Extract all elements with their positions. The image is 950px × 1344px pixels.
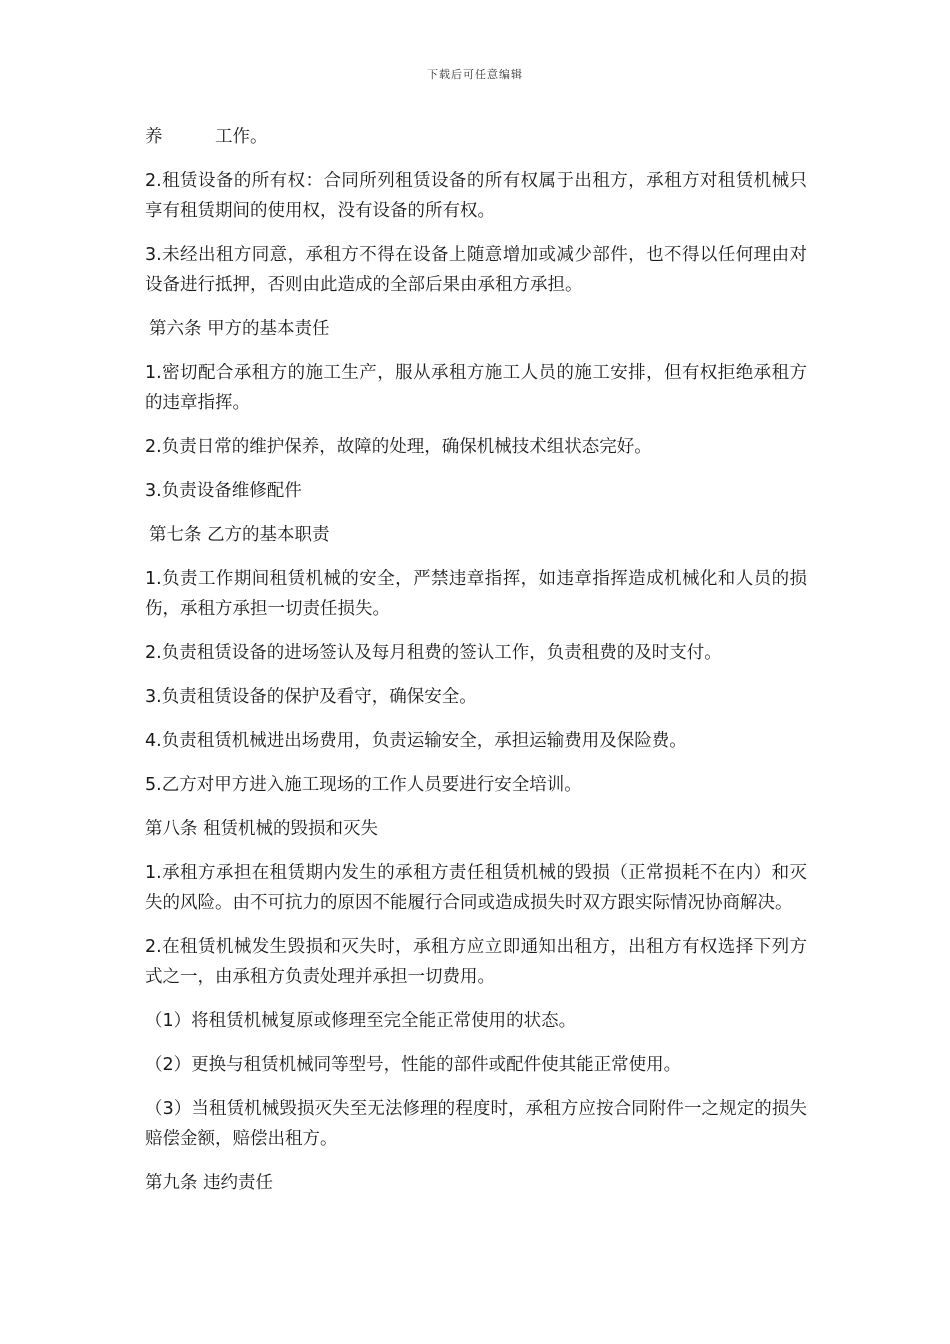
list-item: （3）当租赁机械毁损灭失至无法修理的程度时，承租方应按合同附件一之规定的损失赔偿金额，赔偿出租方。: [145, 1099, 807, 1149]
section-heading: 第九条 违约责任: [145, 1173, 274, 1193]
paragraph: 3.负责设备维修配件: [145, 481, 302, 501]
section-heading: 第七条 乙方的基本职责: [149, 525, 330, 545]
document-body: [145, 122, 807, 1212]
paragraph: 养 工作。: [145, 127, 268, 147]
list-item: （1）将租赁机械复原或修理至完全能正常使用的状态。: [145, 1011, 577, 1031]
paragraph: 3.负责租赁设备的保护及看守，确保安全。: [145, 687, 477, 707]
paragraph: 2.租赁设备的所有权：合同所列租赁设备的所有权属于出租方，承租方对租赁机械只享有租赁期间的使用权，没有设备的所有权。: [145, 171, 807, 221]
section-heading: 第六条 甲方的基本责任: [149, 319, 330, 339]
paragraph: 2.负责日常的维护保养，故障的处理，确保机械技术组状态完好。: [145, 437, 652, 457]
paragraph: 1.负责工作期间租赁机械的安全，严禁违章指挥，如违章指挥造成机械化和人员的损伤，承租方承担一切责任损失。: [145, 569, 807, 619]
paragraph: 1.承租方承担在租赁期内发生的承租方责任租赁机械的毁损（正常损耗不在内）和灭失的风险。由不可抗力的原因不能履行合同或造成损失时双方跟实际情况协商解决。: [145, 863, 807, 913]
paragraph: 2.在租赁机械发生毁损和灭失时，承租方应立即通知出租方，出租方有权选择下列方式之一，由承租方负责处理并承担一切费用。: [145, 937, 807, 987]
paragraph: 5.乙方对甲方进入施工现场的工作人员要进行安全培训。: [145, 775, 582, 795]
section-heading: 第八条 租赁机械的毁损和灭失: [145, 819, 379, 839]
list-item: （2）更换与租赁机械同等型号，性能的部件或配件使其能正常使用。: [145, 1055, 682, 1075]
paragraph: 3.未经出租方同意，承租方不得在设备上随意增加或减少部件，也不得以任何理由对设备进行抵押，否则由此造成的全部后果由承租方承担。: [145, 245, 807, 295]
page-header: 下载后可任意编辑: [427, 68, 523, 81]
paragraph: 2.负责租赁设备的进场签认及每月租费的签认工作，负责租费的及时支付。: [145, 643, 722, 663]
paragraph: 1.密切配合承租方的施工生产，服从承租方施工人员的施工安排，但有权拒绝承租方的违章指挥。: [145, 363, 807, 413]
paragraph: 4.负责租赁机械进出场费用，负责运输安全，承担运输费用及保险费。: [145, 731, 687, 751]
